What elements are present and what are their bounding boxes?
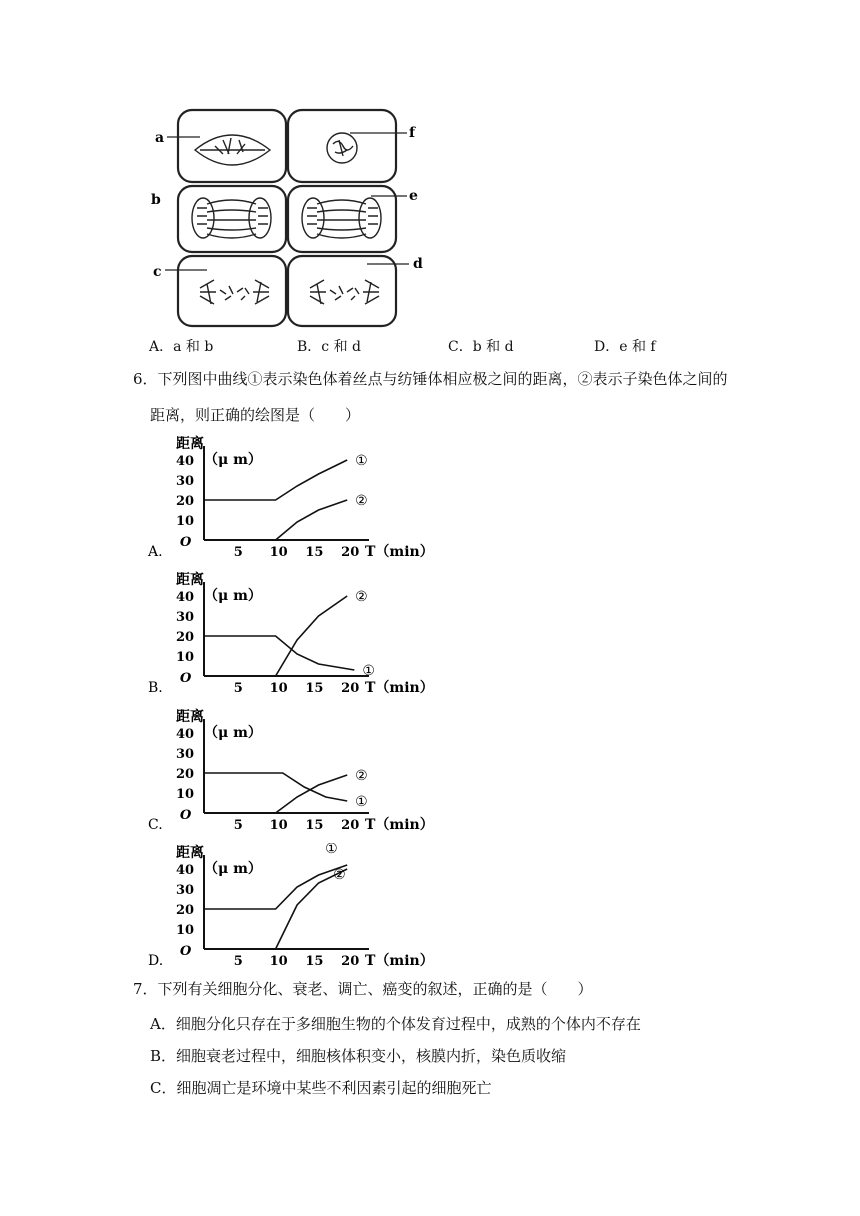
series-line: [276, 775, 348, 813]
y-axis-unit: （μ m）: [204, 861, 262, 877]
q5-option-d[interactable]: [594, 337, 656, 357]
option-letter: C．: [150, 1079, 177, 1097]
cell-division-figure: [145, 100, 425, 335]
x-tick-label: 5: [233, 681, 243, 696]
series-line: [276, 596, 348, 676]
graph-option-c[interactable]: [146, 707, 436, 837]
x-tick-label: 10: [269, 681, 288, 696]
graph-b-svg: [146, 570, 436, 700]
option-text: e 和 f: [619, 339, 656, 355]
x-axis-title: T（min）: [365, 544, 434, 560]
series-line: [204, 773, 347, 801]
x-tick-label: 10: [269, 545, 288, 560]
y-axis-title: 距离: [176, 845, 204, 861]
x-axis-title: T（min）: [365, 953, 434, 969]
graph-option-letter: C.: [148, 817, 163, 833]
origin-label: O: [180, 535, 192, 550]
series-label: ①: [362, 663, 375, 679]
x-tick-label: 20: [341, 681, 360, 696]
graph-option-d[interactable]: [146, 843, 436, 973]
option-text: 细胞衰老过程中，细胞核体积变小，核膜内折，染色质收缩: [176, 1047, 567, 1065]
origin-label: O: [180, 671, 192, 686]
y-axis-unit: （μ m）: [204, 588, 262, 604]
graph-c-svg: [146, 707, 436, 837]
y-tick-label: 30: [176, 474, 195, 489]
option-letter: B．: [150, 1047, 177, 1065]
option-text: c 和 d: [321, 339, 361, 355]
y-tick-label: 40: [176, 454, 195, 469]
origin-label: O: [180, 808, 192, 823]
x-axis-title: T（min）: [365, 817, 434, 833]
y-tick-label: 40: [176, 727, 195, 742]
y-axis-unit: （μ m）: [204, 725, 262, 741]
y-axis-unit: （μ m）: [204, 452, 262, 468]
origin-label: O: [180, 944, 192, 959]
figure-label-d: d: [413, 256, 423, 272]
series-label: ②: [355, 768, 368, 784]
question-stem: 下列图中曲线①表示染色体着丝点与纺锤体相应极之间的距离，②表示子染色体之间的: [157, 370, 728, 388]
figure-label-e: e: [409, 188, 418, 204]
x-tick-label: 20: [341, 545, 360, 560]
y-tick-label: 20: [176, 630, 195, 645]
q6-stem-line2: 距离，则正确的绘图是（ ）: [150, 406, 361, 424]
graph-d-svg: [146, 843, 436, 973]
series-line: [204, 636, 354, 670]
y-axis-title: 距离: [176, 709, 204, 725]
series-label: ①: [325, 843, 338, 857]
graph-option-letter: D.: [148, 953, 164, 969]
y-tick-label: 20: [176, 767, 195, 782]
option-text: 细胞分化只存在于多细胞生物的个体发育过程中，成熟的个体内不存在: [175, 1015, 641, 1033]
figure-label-a: a: [155, 130, 165, 146]
series-label: ②: [355, 493, 368, 509]
graph-option-letter: B.: [148, 680, 163, 696]
q6-stem-line1: [133, 369, 728, 389]
option-letter: D．: [594, 339, 620, 355]
y-axis-title: 距离: [176, 572, 204, 588]
graph-a-svg: [146, 434, 436, 564]
q5-option-b[interactable]: [297, 337, 361, 357]
option-text: b 和 d: [472, 339, 514, 355]
x-tick-label: 15: [305, 818, 324, 833]
option-text: a 和 b: [173, 339, 214, 355]
y-tick-label: 10: [176, 923, 195, 938]
y-tick-label: 10: [176, 514, 195, 529]
q5-option-a[interactable]: [149, 337, 213, 357]
y-tick-label: 30: [176, 883, 195, 898]
q7-option-b[interactable]: [150, 1046, 566, 1066]
x-tick-label: 15: [305, 545, 324, 560]
question-number: 6．: [133, 370, 158, 388]
series-label: ②: [355, 589, 368, 605]
q7-stem: [133, 979, 593, 999]
graph-option-a[interactable]: [146, 434, 436, 564]
x-tick-label: 10: [269, 818, 288, 833]
q5-option-c[interactable]: [448, 337, 514, 357]
option-letter: A．: [149, 339, 174, 355]
figure-label-b: b: [151, 192, 161, 208]
graph-option-b[interactable]: [146, 570, 436, 700]
question-number: 7．: [133, 980, 158, 998]
x-tick-label: 20: [341, 818, 360, 833]
y-tick-label: 40: [176, 863, 195, 878]
y-tick-label: 20: [176, 494, 195, 509]
figure-label-c: c: [153, 264, 162, 280]
x-tick-label: 5: [233, 954, 243, 969]
x-tick-label: 5: [233, 545, 243, 560]
series-line: [276, 500, 348, 540]
y-tick-label: 30: [176, 747, 195, 762]
y-tick-label: 10: [176, 787, 195, 802]
option-text: 细胞凋亡是环境中某些不利因素引起的细胞死亡: [176, 1079, 492, 1097]
series-label: ①: [355, 794, 368, 810]
figure-label-f: f: [409, 125, 416, 141]
y-tick-label: 20: [176, 903, 195, 918]
y-tick-label: 40: [176, 590, 195, 605]
x-tick-label: 10: [269, 954, 288, 969]
option-letter: C．: [448, 339, 473, 355]
option-letter: B．: [297, 339, 322, 355]
y-tick-label: 30: [176, 610, 195, 625]
x-axis-title: T（min）: [365, 680, 434, 696]
x-tick-label: 5: [233, 818, 243, 833]
y-tick-label: 10: [176, 650, 195, 665]
graph-option-letter: A.: [148, 544, 163, 560]
question-stem: 下列有关细胞分化、衰老、调亡、癌变的叙述，正确的是（ ）: [157, 980, 593, 998]
series-label: ①: [355, 453, 368, 469]
x-tick-label: 15: [305, 681, 324, 696]
series-label: ②: [333, 867, 346, 883]
y-axis-title: 距离: [176, 436, 204, 452]
x-tick-label: 15: [305, 954, 324, 969]
x-tick-label: 20: [341, 954, 360, 969]
option-letter: A．: [150, 1015, 176, 1033]
q7-option-a[interactable]: [150, 1014, 641, 1034]
q7-option-c[interactable]: [150, 1078, 492, 1098]
